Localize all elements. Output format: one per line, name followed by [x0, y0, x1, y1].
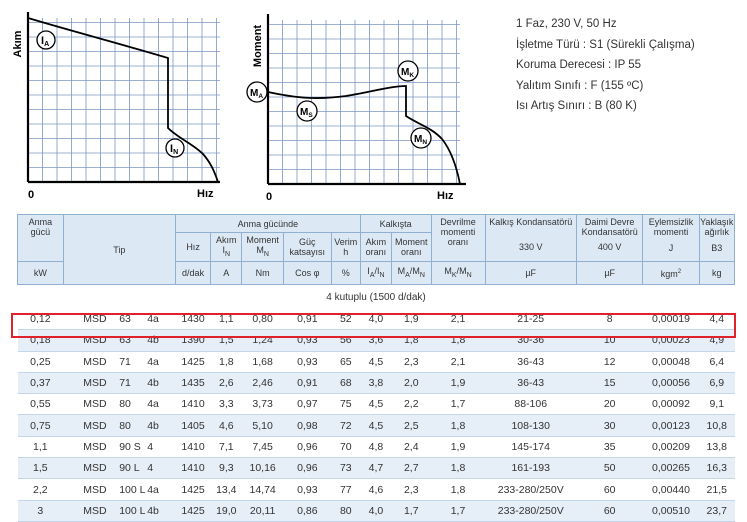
col-devrilme: Devrilme momenti oranı [431, 215, 485, 262]
torque-chart-ylabel: Moment [252, 24, 264, 68]
akim-sub: N [225, 250, 231, 258]
cell-cos: 0,93 [283, 330, 331, 351]
cell-tip-variant: 4a [147, 313, 159, 326]
cell-tip-frame: 90 L [119, 462, 140, 475]
cell-kalkis: 161-193 [485, 458, 576, 479]
cell-kg: 13,8 [699, 436, 734, 457]
moment-sub: N [263, 250, 269, 258]
cell-kg: 4,9 [699, 330, 734, 351]
cell-daimi: 60 [576, 500, 642, 521]
cell-moment-orani: 2,3 [392, 479, 431, 500]
cell-hiz: 1430 [175, 309, 210, 330]
torque-speed-chart [246, 4, 476, 204]
cell-tip-series: MSD [83, 398, 107, 411]
table-row [18, 351, 735, 372]
cell-akim-orani: 4,5 [360, 351, 391, 372]
table-row [18, 458, 735, 479]
ia-label: I [41, 35, 45, 47]
cell-moment: 3,73 [242, 394, 284, 415]
cell-kalkis: 30-36 [485, 330, 576, 351]
cell-j: 0,00092 [643, 394, 699, 415]
cell-akim-orani: 4,5 [360, 415, 391, 436]
cell-tip-series: MSD [83, 334, 107, 347]
torque-chart-origin: 0 [266, 191, 273, 203]
cell-tip-frame: 63 [119, 313, 131, 326]
cell-verim: 80 [331, 500, 360, 521]
cell-tip-series: MSD [83, 313, 107, 326]
ms-label: M [300, 107, 309, 118]
cell-moment: 1,68 [242, 351, 284, 372]
col-tip: Tip [63, 215, 175, 285]
cell-devrilme: 1,7 [431, 394, 485, 415]
cell-j: 0,00209 [643, 436, 699, 457]
cell-daimi: 20 [576, 394, 642, 415]
ia-marker [37, 31, 55, 49]
cell-moment: 20,11 [242, 500, 284, 521]
cell-verim: 70 [331, 436, 360, 457]
ms-label-sub: S [308, 112, 313, 119]
cell-kw: 0,75 [18, 415, 64, 436]
cell-j: 0,00023 [643, 330, 699, 351]
yaklasik-symbol: B3 [711, 243, 723, 253]
cell-kw: 1,1 [18, 436, 64, 457]
cell-tip-variant: 4 [147, 462, 154, 475]
col-yaklasik [699, 215, 734, 262]
cell-devrilme: 1,8 [431, 330, 485, 351]
cell-cos: 0,97 [283, 394, 331, 415]
unit-mk-mn: $M_K/M_N$ [431, 262, 485, 285]
current-curve [28, 18, 218, 182]
table-row [18, 394, 735, 415]
col-hiz: Hız [175, 233, 210, 262]
cell-akim: 1,5 [211, 330, 242, 351]
current-speed-chart [8, 4, 230, 204]
akim-title: Akım [216, 234, 237, 245]
cell-akim-orani: 4,0 [360, 309, 391, 330]
cell-daimi: 15 [576, 372, 642, 393]
cell-tip-variant: 4 [147, 440, 154, 453]
cell-tip-frame: 90 S [119, 440, 141, 453]
cell-moment: 1,24 [242, 330, 284, 351]
cell-kw: 0,18 [18, 330, 64, 351]
col-akim-orani: Akım oranı [360, 233, 391, 262]
cell-akim-orani: 3,8 [360, 372, 391, 393]
cell-kalkis: 233-280/250V [485, 479, 576, 500]
motor-specs [516, 14, 695, 117]
cell-tip [63, 351, 175, 372]
moment-title: Moment [246, 234, 279, 245]
eylemsizlik-symbol: J [668, 243, 674, 253]
cell-akim-orani: 4,5 [360, 394, 391, 415]
cell-kg: 6,4 [699, 351, 734, 372]
unit-pct: % [331, 262, 360, 285]
cell-verim: 68 [331, 372, 360, 393]
mn-label-sub: N [422, 139, 428, 146]
cell-akim: 2,6 [211, 372, 242, 393]
cell-verim: 77 [331, 479, 360, 500]
unit-a: A [211, 262, 242, 285]
cell-daimi: 35 [576, 436, 642, 457]
cell-moment: 7,45 [242, 436, 284, 457]
cell-kalkis: 108-130 [485, 415, 576, 436]
cell-daimi: 60 [576, 479, 642, 500]
cell-akim: 3,3 [211, 394, 242, 415]
cell-tip [63, 500, 175, 521]
col-anma-gucunde: Anma gücünde [175, 215, 360, 233]
cell-kg: 9,1 [699, 394, 734, 415]
cell-tip-variant: 4b [147, 377, 159, 390]
cell-moment-orani: 1,8 [392, 330, 431, 351]
cell-moment: 0,80 [242, 309, 284, 330]
daimi-kond-title: Daimi Devre Kondansatörü [581, 217, 638, 237]
cell-daimi: 50 [576, 458, 642, 479]
cell-moment: 2,46 [242, 372, 284, 393]
cell-akim: 7,1 [211, 436, 242, 457]
cell-akim: 4,6 [211, 415, 242, 436]
cell-kalkis: 233-280/250V [485, 500, 576, 521]
spec-phase: 1 Faz, 230 V, 50 Hz [516, 18, 617, 30]
verim-title: Verim [334, 237, 358, 247]
unit-uf-1: µF [485, 262, 576, 285]
cell-verim: 56 [331, 330, 360, 351]
col-eylemsizlik [643, 215, 699, 262]
cell-tip-variant: 4b [147, 334, 159, 347]
unit-ddak: d/dak [175, 262, 210, 285]
table-row [18, 436, 735, 457]
cell-tip-frame: 63 [119, 334, 131, 347]
ia-label-sub: A [44, 41, 50, 48]
cell-tip-frame: 71 [119, 355, 131, 368]
cell-akim: 1,1 [211, 309, 242, 330]
cell-akim-orani: 4,8 [360, 436, 391, 457]
cell-akim: 1,8 [211, 351, 242, 372]
cell-daimi: 8 [576, 309, 642, 330]
motor-data-table [17, 214, 735, 522]
cell-j: 0,00123 [643, 415, 699, 436]
cell-tip [63, 458, 175, 479]
current-chart-ylabel: Akım [12, 30, 24, 58]
cell-tip [63, 394, 175, 415]
cell-moment-orani: 1,7 [392, 500, 431, 521]
cell-tip-series: MSD [83, 377, 107, 390]
unit-uf-2: µF [576, 262, 642, 285]
cell-cos: 0,91 [283, 372, 331, 393]
cell-devrilme: 1,8 [431, 458, 485, 479]
col-daimi-kond [576, 215, 642, 262]
cell-devrilme: 2,1 [431, 309, 485, 330]
cell-kw: 0,37 [18, 372, 64, 393]
cell-moment: 14,74 [242, 479, 284, 500]
mn-marker [411, 128, 431, 148]
cell-kg: 4,4 [699, 309, 734, 330]
cell-verim: 73 [331, 458, 360, 479]
col-kalkis-kond [485, 215, 576, 262]
cell-kw: 0,12 [18, 309, 64, 330]
col-verim [331, 233, 360, 262]
current-chart-origin: 0 [28, 189, 35, 201]
cell-kw: 1,5 [18, 458, 64, 479]
moment-sym: M [256, 244, 264, 255]
col-akim [211, 233, 242, 262]
in-label-sub: N [173, 149, 179, 156]
cell-daimi: 30 [576, 415, 642, 436]
cell-j: 0,00019 [643, 309, 699, 330]
cell-kg: 23,7 [699, 500, 734, 521]
moment-symbol [242, 245, 283, 260]
cell-moment-orani: 2,3 [392, 351, 431, 372]
in-label: I [170, 143, 174, 155]
unit-kw: kW [18, 262, 64, 285]
cell-cos: 0,93 [283, 479, 331, 500]
unit-cos: Cos φ [283, 262, 331, 285]
table-row [18, 479, 735, 500]
eylemsizlik-title: Eylemsizlik momenti [648, 217, 694, 237]
ms-marker [297, 101, 317, 121]
cell-j: 0,00440 [643, 479, 699, 500]
cell-hiz: 1405 [175, 415, 210, 436]
table-row [18, 415, 735, 436]
cell-cos: 0,86 [283, 500, 331, 521]
mk-label-sub: K [409, 72, 415, 79]
unit-ma-mn: $M_A/M_N$ [392, 262, 431, 285]
cell-verim: 72 [331, 415, 360, 436]
col-anma-gucu: Anma gücü [18, 215, 64, 262]
cell-hiz: 1425 [175, 479, 210, 500]
spec-duty: İşletme Türü : S1 (Sürekli Çalışma) [516, 38, 695, 51]
cell-verim: 52 [331, 309, 360, 330]
cell-kalkis: 36-43 [485, 372, 576, 393]
yaklasik-title: Yaklaşık ağırlık [700, 217, 734, 237]
cell-tip-series: MSD [83, 483, 107, 496]
cell-moment: 5,10 [242, 415, 284, 436]
cell-tip-series: MSD [83, 504, 107, 517]
cell-verim: 75 [331, 394, 360, 415]
torque-chart-grid [268, 20, 460, 184]
cell-akim-orani: 3,6 [360, 330, 391, 351]
cell-tip [63, 415, 175, 436]
cell-tip-frame: 80 [119, 398, 131, 411]
cell-kalkis: 36-43 [485, 351, 576, 372]
col-moment-orani: Moment oranı [392, 233, 431, 262]
unit-kgm: kgm$^2$ [643, 262, 699, 285]
cell-kw: 3 [18, 500, 64, 521]
cell-tip-frame: 100 L [119, 483, 146, 496]
cell-moment-orani: 2,5 [392, 415, 431, 436]
cell-cos: 0,96 [283, 458, 331, 479]
cell-tip-frame: 71 [119, 377, 131, 390]
cell-tip-series: MSD [83, 462, 107, 475]
cell-kw: 0,55 [18, 394, 64, 415]
cell-tip-variant: 4a [147, 483, 159, 496]
cell-akim-orani: 4,7 [360, 458, 391, 479]
cell-hiz: 1425 [175, 500, 210, 521]
cell-cos: 0,96 [283, 436, 331, 457]
mk-marker [398, 61, 418, 81]
cell-j: 0,00056 [643, 372, 699, 393]
cell-tip [63, 436, 175, 457]
cell-kg: 10,8 [699, 415, 734, 436]
cell-tip-variant: 4b [147, 504, 159, 517]
cell-kalkis: 88-106 [485, 394, 576, 415]
ma-label: M [250, 88, 259, 99]
cell-verim: 65 [331, 351, 360, 372]
table-row [18, 372, 735, 393]
col-kalkista: Kalkışta [360, 215, 431, 233]
table-row [18, 500, 735, 521]
kalkis-kond-title: Kalkış Kondansatörü [489, 217, 573, 227]
cell-devrilme: 1,8 [431, 415, 485, 436]
cell-akim-orani: 4,6 [360, 479, 391, 500]
cell-tip-variant: 4a [147, 355, 159, 368]
kalkis-kond-voltage: 330 V [518, 242, 543, 252]
cell-j: 0,00510 [643, 500, 699, 521]
cell-devrilme: 1,9 [431, 436, 485, 457]
spec-protection: Koruma Derecesi : IP 55 [516, 59, 642, 71]
cell-cos: 0,93 [283, 351, 331, 372]
cell-tip [63, 372, 175, 393]
col-guc-kats: Güç katsayısı [283, 233, 331, 262]
cell-tip-variant: 4b [147, 419, 159, 432]
cell-j: 0,00048 [643, 351, 699, 372]
group-label: 4 kutuplu (1500 d/dak) [18, 285, 735, 310]
torque-chart-xlabel: Hız [437, 190, 454, 202]
cell-moment-orani: 2,0 [392, 372, 431, 393]
cell-kw: 0,25 [18, 351, 64, 372]
cell-akim-orani: 4,0 [360, 500, 391, 521]
akim-sym: I [222, 244, 226, 255]
cell-tip-series: MSD [83, 355, 107, 368]
unit-ia-in: $I_A/I_N$ [360, 262, 391, 285]
cell-moment-orani: 1,9 [392, 309, 431, 330]
spec-temp-rise: Isı Artış Sınırı : B (80 K) [516, 100, 637, 112]
cell-kg: 16,3 [699, 458, 734, 479]
highlighted-row-frame [11, 313, 736, 338]
cell-hiz: 1410 [175, 394, 210, 415]
cell-hiz: 1390 [175, 330, 210, 351]
unit-nm: Nm [242, 262, 284, 285]
verim-symbol: h [343, 247, 349, 257]
current-chart-grid [28, 18, 220, 182]
cell-devrilme: 1,7 [431, 500, 485, 521]
in-marker [166, 139, 184, 157]
cell-tip [63, 479, 175, 500]
spec-insulation: Yalıtım Sınıfı : F (155 ºC) [516, 79, 644, 92]
cell-kg: 6,9 [699, 372, 734, 393]
cell-kw: 2,2 [18, 479, 64, 500]
cell-tip-frame: 100 L [119, 504, 146, 517]
cell-tip-series: MSD [83, 419, 107, 432]
cell-daimi: 12 [576, 351, 642, 372]
cell-moment-orani: 2,7 [392, 458, 431, 479]
akim-symbol [211, 245, 241, 260]
cell-moment-orani: 2,2 [392, 394, 431, 415]
cell-hiz: 1410 [175, 436, 210, 457]
cell-moment: 10,16 [242, 458, 284, 479]
col-moment [242, 233, 284, 262]
cell-devrilme: 1,8 [431, 479, 485, 500]
cell-kalkis: 145-174 [485, 436, 576, 457]
cell-akim: 13,4 [211, 479, 242, 500]
current-chart-xlabel: Hız [197, 188, 214, 200]
cell-daimi: 10 [576, 330, 642, 351]
cell-moment-orani: 2,4 [392, 436, 431, 457]
mn-label: M [414, 134, 423, 145]
cell-tip-frame: 80 [119, 419, 131, 432]
daimi-kond-voltage: 400 V [597, 242, 622, 252]
cell-kg: 21,5 [699, 479, 734, 500]
mk-label: M [401, 67, 410, 78]
cell-akim: 19,0 [211, 500, 242, 521]
cell-tip-variant: 4a [147, 398, 159, 411]
unit-kg: kg [699, 262, 734, 285]
cell-hiz: 1410 [175, 458, 210, 479]
cell-devrilme: 2,1 [431, 351, 485, 372]
cell-cos: 0,98 [283, 415, 331, 436]
cell-j: 0,00265 [643, 458, 699, 479]
cell-hiz: 1425 [175, 351, 210, 372]
cell-hiz: 1435 [175, 372, 210, 393]
cell-devrilme: 1,9 [431, 372, 485, 393]
cell-tip-series: MSD [83, 440, 107, 453]
cell-akim: 9,3 [211, 458, 242, 479]
ma-label-sub: A [258, 93, 264, 100]
cell-cos: 0,91 [283, 309, 331, 330]
ma-marker [247, 82, 267, 102]
cell-kalkis: 21-25 [485, 309, 576, 330]
